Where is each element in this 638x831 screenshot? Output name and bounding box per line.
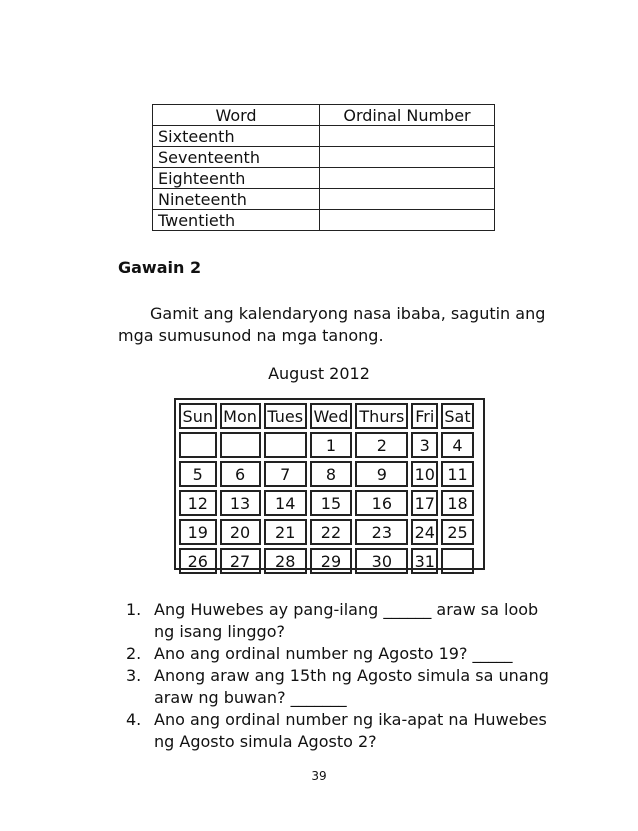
calendar-table bbox=[176, 400, 477, 577]
word-cell: Nineteenth bbox=[153, 189, 320, 210]
date-cell: 3 bbox=[411, 432, 438, 458]
answer-cell[interactable] bbox=[320, 189, 495, 210]
question-number: 3. bbox=[126, 666, 142, 685]
date-cell: 25 bbox=[441, 519, 474, 545]
table-row bbox=[153, 147, 495, 168]
day-header: Wed bbox=[310, 403, 352, 429]
date-cell: 15 bbox=[310, 490, 352, 516]
word-cell: Sixteenth bbox=[153, 126, 320, 147]
table-header-row bbox=[153, 105, 495, 126]
date-cell: 16 bbox=[355, 490, 408, 516]
date-cell: 28 bbox=[264, 548, 307, 574]
date-cell: 12 bbox=[179, 490, 217, 516]
calendar-frame bbox=[174, 398, 485, 570]
question-text: Ang Huwebes ay pang-ilang ______ araw sa loob ng isang linggo? bbox=[154, 600, 539, 641]
question-number: 2. bbox=[126, 644, 142, 663]
question-list bbox=[126, 599, 556, 753]
date-cell: 14 bbox=[264, 490, 307, 516]
date-cell: 6 bbox=[220, 461, 261, 487]
date-cell bbox=[441, 548, 474, 574]
date-cell: 23 bbox=[355, 519, 408, 545]
question-item bbox=[126, 599, 556, 643]
instruction-paragraph bbox=[118, 303, 548, 347]
calendar-week-row bbox=[179, 490, 474, 516]
table-row bbox=[153, 168, 495, 189]
day-header: Sun bbox=[179, 403, 217, 429]
question-item bbox=[126, 665, 556, 709]
date-cell: 21 bbox=[264, 519, 307, 545]
header-word: Word bbox=[153, 105, 320, 126]
word-cell: Eighteenth bbox=[153, 168, 320, 189]
date-cell: 2 bbox=[355, 432, 408, 458]
date-cell: 31 bbox=[411, 548, 438, 574]
day-header: Tues bbox=[264, 403, 307, 429]
calendar-week-row bbox=[179, 548, 474, 574]
date-cell bbox=[179, 432, 217, 458]
date-cell: 7 bbox=[264, 461, 307, 487]
date-cell: 26 bbox=[179, 548, 217, 574]
word-cell: Seventeenth bbox=[153, 147, 320, 168]
date-cell: 10 bbox=[411, 461, 438, 487]
day-header: Mon bbox=[220, 403, 261, 429]
date-cell: 5 bbox=[179, 461, 217, 487]
question-text: Ano ang ordinal number ng Agosto 19? _____ bbox=[154, 644, 513, 663]
date-cell: 30 bbox=[355, 548, 408, 574]
date-cell: 9 bbox=[355, 461, 408, 487]
word-cell: Twentieth bbox=[153, 210, 320, 231]
date-cell: 29 bbox=[310, 548, 352, 574]
answer-cell[interactable] bbox=[320, 147, 495, 168]
section-heading: Gawain 2 bbox=[118, 258, 202, 277]
header-ordinal-number: Ordinal Number bbox=[320, 105, 495, 126]
question-number: 1. bbox=[126, 600, 142, 619]
date-cell: 11 bbox=[441, 461, 474, 487]
date-cell: 27 bbox=[220, 548, 261, 574]
date-cell: 1 bbox=[310, 432, 352, 458]
table-row bbox=[153, 126, 495, 147]
question-item bbox=[126, 709, 556, 753]
date-cell: 4 bbox=[441, 432, 474, 458]
date-cell bbox=[264, 432, 307, 458]
day-header: Thurs bbox=[355, 403, 408, 429]
answer-cell[interactable] bbox=[320, 168, 495, 189]
calendar-week-row bbox=[179, 432, 474, 458]
day-header: Fri bbox=[411, 403, 438, 429]
date-cell: 22 bbox=[310, 519, 352, 545]
table-row bbox=[153, 189, 495, 210]
date-cell bbox=[220, 432, 261, 458]
question-text: Ano ang ordinal number ng ika-apat na Huwebes ng Agosto simula Agosto 2? bbox=[154, 710, 547, 751]
question-item bbox=[126, 643, 556, 665]
date-cell: 13 bbox=[220, 490, 261, 516]
date-cell: 8 bbox=[310, 461, 352, 487]
calendar-title: August 2012 bbox=[268, 364, 370, 383]
table-row bbox=[153, 210, 495, 231]
answer-cell[interactable] bbox=[320, 210, 495, 231]
date-cell: 17 bbox=[411, 490, 438, 516]
date-cell: 24 bbox=[411, 519, 438, 545]
instruction-text: Gamit ang kalendaryong nasa ibaba, sagutin ang mga sumusunod na mga tanong. bbox=[118, 304, 546, 345]
ordinal-word-table bbox=[152, 104, 495, 231]
date-cell: 19 bbox=[179, 519, 217, 545]
question-text: Anong araw ang 15th ng Agosto simula sa unang araw ng buwan? _______ bbox=[154, 666, 549, 707]
date-cell: 20 bbox=[220, 519, 261, 545]
question-number: 4. bbox=[126, 710, 142, 729]
page-number: 39 bbox=[311, 769, 327, 783]
answer-cell[interactable] bbox=[320, 126, 495, 147]
date-cell: 18 bbox=[441, 490, 474, 516]
calendar-day-header-row bbox=[179, 403, 474, 429]
day-header: Sat bbox=[441, 403, 474, 429]
calendar-week-row bbox=[179, 461, 474, 487]
calendar-week-row bbox=[179, 519, 474, 545]
